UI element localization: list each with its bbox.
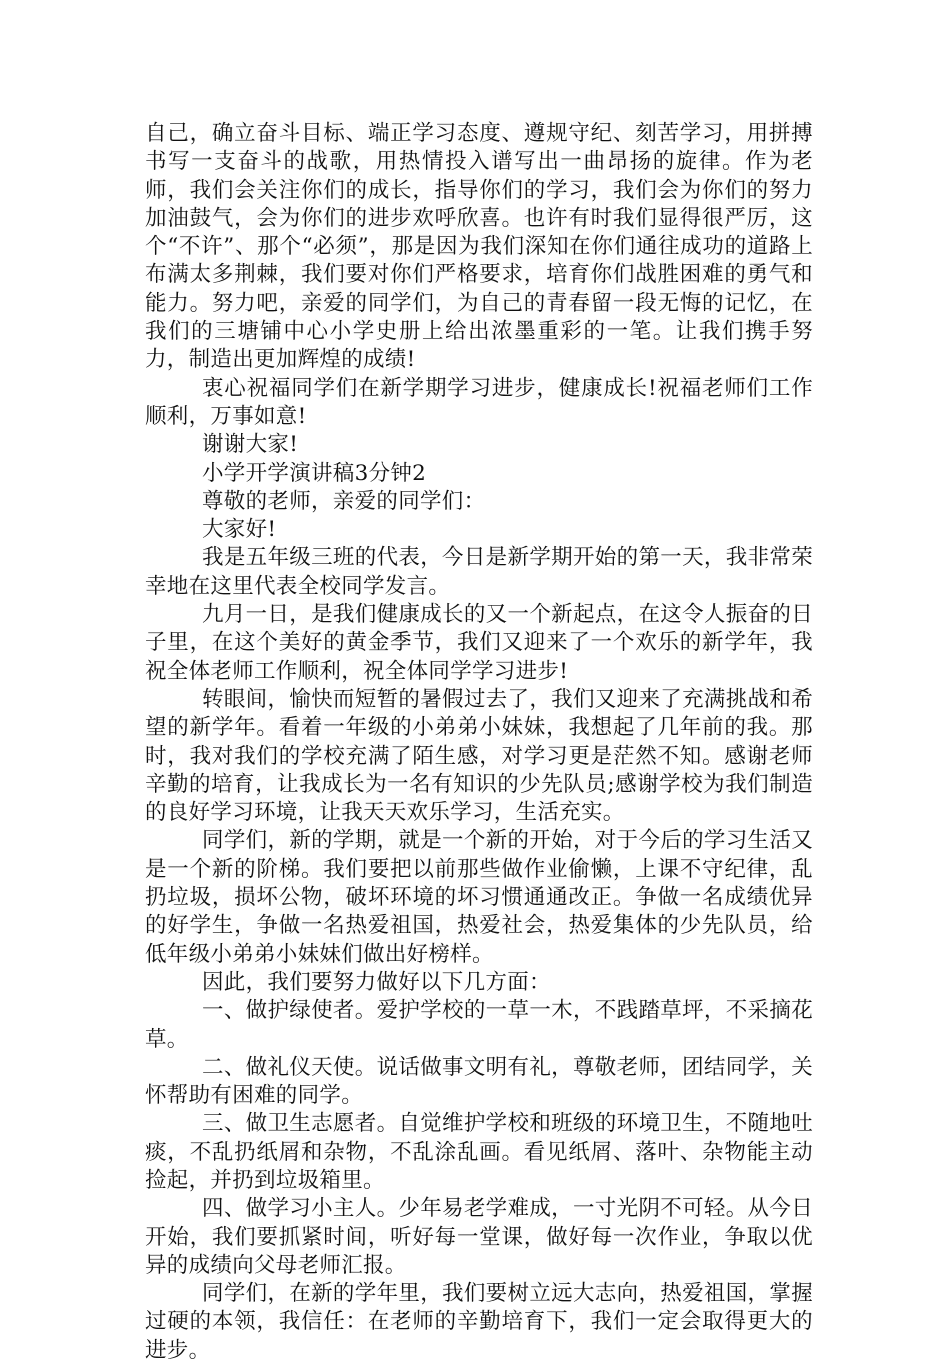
document-page: [145, 120, 813, 1365]
salutation: 尊敬的老师，亲爱的同学们：: [202, 488, 486, 514]
paragraph-2: 衷心祝福同学们在新学期学习进步，健康成长!祝福老师们工作顺利，万事如意!: [145, 375, 813, 429]
paragraph-9: 转眼间，愉快而短暂的暑假过去了，我们又迎来了充满挑战和希望的新学年。看着一年级的小弟弟小妹妹，我想起了几年前的我。那时，我对我们的学校充满了陌生感，对学习更是茫然不知。感谢老师辛勤的培育，让我成长为一名有知识的少先队员;感谢学校为我们制造的良好学习环境，让我天天欢乐学习，生活充实。: [145, 686, 813, 826]
list-item-2: 二、做礼仪天使。说话做事文明有礼，尊敬老师，团结同学，关怀帮助有困难的同学。: [145, 1054, 813, 1109]
paragraph-11: 因此，我们要努力做好以下几方面：: [202, 969, 551, 995]
list-item-3: 三、做卫生志愿者。自觉维护学校和班级的环境卫生，不随地吐痰，不乱扔纸屑和杂物，不乱涂乱画。看见纸屑、落叶、杂物能主动捡起，并扔到垃圾箱里。: [145, 1111, 813, 1193]
speech-title: 小学开学演讲稿3分钟2: [202, 460, 427, 486]
paragraph-1: 自己，确立奋斗目标、端正学习态度、遵规守纪、刻苦学习，用拼搏书写一支奋斗的战歌，用热情投入谱写出一曲昂扬的旋律。作为老师，我们会关注你们的成长，指导你们的学习，我们会为你们的努力加油鼓气，会为你们的进步欢呼欣喜。也许有时我们显得很严厉，这个“不许”、那个“必须”，那是因为我们深知在你们通往成功的道路上布满太多荆棘，我们要对你们严格要求，培育你们战胜困难的勇气和能力。努力吧，亲爱的同学们，为自己的青春留一段无悔的记忆，在我们的三塘铺中心小学史册上给出浓墨重彩的一笔。让我们携手努力，制造出更加辉煌的成绩!: [145, 121, 813, 373]
paragraph-7: 我是五年级三班的代表，今日是新学期开始的第一天，我非常荣幸地在这里代表全校同学发言。: [145, 545, 813, 599]
greeting: 大家好!: [202, 517, 277, 543]
list-item-4: 四、做学习小主人。少年易老学难成，一寸光阴不可轻。从今日开始，我们要抓紧时间，听好每一堂课，做好每一次作业，争取以优异的成绩向父母老师汇报。: [145, 1196, 813, 1278]
paragraph-16: 同学们，在新的学年里，我们要树立远大志向，热爱祖国，掌握过硬的本领，我信任：在老师的辛勤培育下，我们一定会取得更大的进步。: [145, 1281, 813, 1363]
paragraph-10: 同学们，新的学期，就是一个新的开始，对于今后的学习生活又是一个新的阶梯。我们要把以前那些做作业偷懒，上课不守纪律，乱扔垃圾，损坏公物，破坏环境的坏习惯通通改正。争做一名成绩优异的好学生，争做一名热爱祖国，热爱社会，热爱集体的少先队员，给低年级小弟弟小妹妹们做出好榜样。: [145, 828, 813, 967]
paragraph-8: 九月一日，是我们健康成长的又一个新起点，在这令人振奋的日子里，在这个美好的黄金季节，我们又迎来了一个欢乐的新学年，我祝全体老师工作顺利，祝全体同学学习进步!: [145, 602, 813, 684]
list-item-1: 一、做护绿使者。爱护学校的一草一木，不践踏草坪，不采摘花草。: [145, 998, 813, 1052]
paragraph-3: 谢谢大家!: [202, 432, 299, 458]
